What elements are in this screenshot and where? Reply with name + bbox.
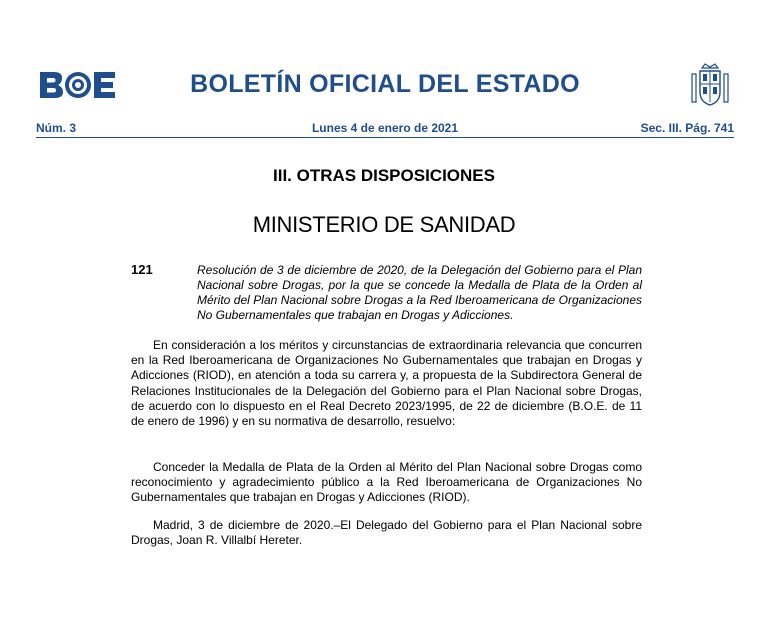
- disposition-number: 121: [131, 262, 153, 277]
- section-heading: III. OTRAS DISPOSICIONES: [273, 166, 495, 185]
- body-paragraph: En consideración a los méritos y circunstancias de extraordinaria relevancia que concurren en la Red Iberoamericana de Organizaciones No Gubernamentales que trabajan en Drogas y Adicciones (RIOD), en atención a toda su carrera y, a propuesta de la Subdirectora General de Relaciones Institucionales de la Delegación del Gobierno para el Plan Nacional sobre Drogas, de acuerdo con lo dispuesto en el Real Decreto 2023/1995, de 22 de diciembre (B.O.E. de 11 de enero de 1996) y en su normativa de desarrollo, resuelvo:: [131, 338, 642, 429]
- disposition-summary: Resolución de 3 de diciembre de 2020, de la Delegación del Gobierno para el Plan Nacional sobre Drogas, por la que se concede la Medalla de Plata de la Orden al Mérito del Plan Nacional sobre Drogas a la Red Iberoamericana de Organizaciones No Gubernamentales que trabajan en Drogas y Adicciones.: [197, 263, 642, 322]
- body-paragraph: Conceder la Medalla de Plata de la Orden al Mérito del Plan Nacional sobre Drogas como reconocimiento y agradecimiento público a la Red Iberoamericana de Organizaciones No Gubernamentales que trabajan en Drogas y Adicciones (RIOD).: [131, 460, 642, 505]
- signature-paragraph: Madrid, 3 de diciembre de 2020.–El Delegado del Gobierno para el Plan Nacional sobre Drogas, Joan R. Villalbí Hereter.: [131, 518, 642, 548]
- issue-number: Núm. 3: [36, 121, 77, 135]
- newspaper-title: BOLETÍN OFICIAL DEL ESTADO: [190, 70, 580, 98]
- boe-header: [0, 0, 768, 114]
- ministry-heading: MINISTERIO DE SANIDAD: [252, 212, 516, 237]
- issue-date: Lunes 4 de enero de 2021: [311, 121, 459, 135]
- header-divider: [36, 137, 734, 138]
- coat-of-arms-icon: [690, 62, 730, 108]
- boe-logo: [38, 70, 118, 100]
- section-page: Sec. III. Pág. 741: [640, 121, 734, 135]
- issue-info-bar: [36, 121, 734, 137]
